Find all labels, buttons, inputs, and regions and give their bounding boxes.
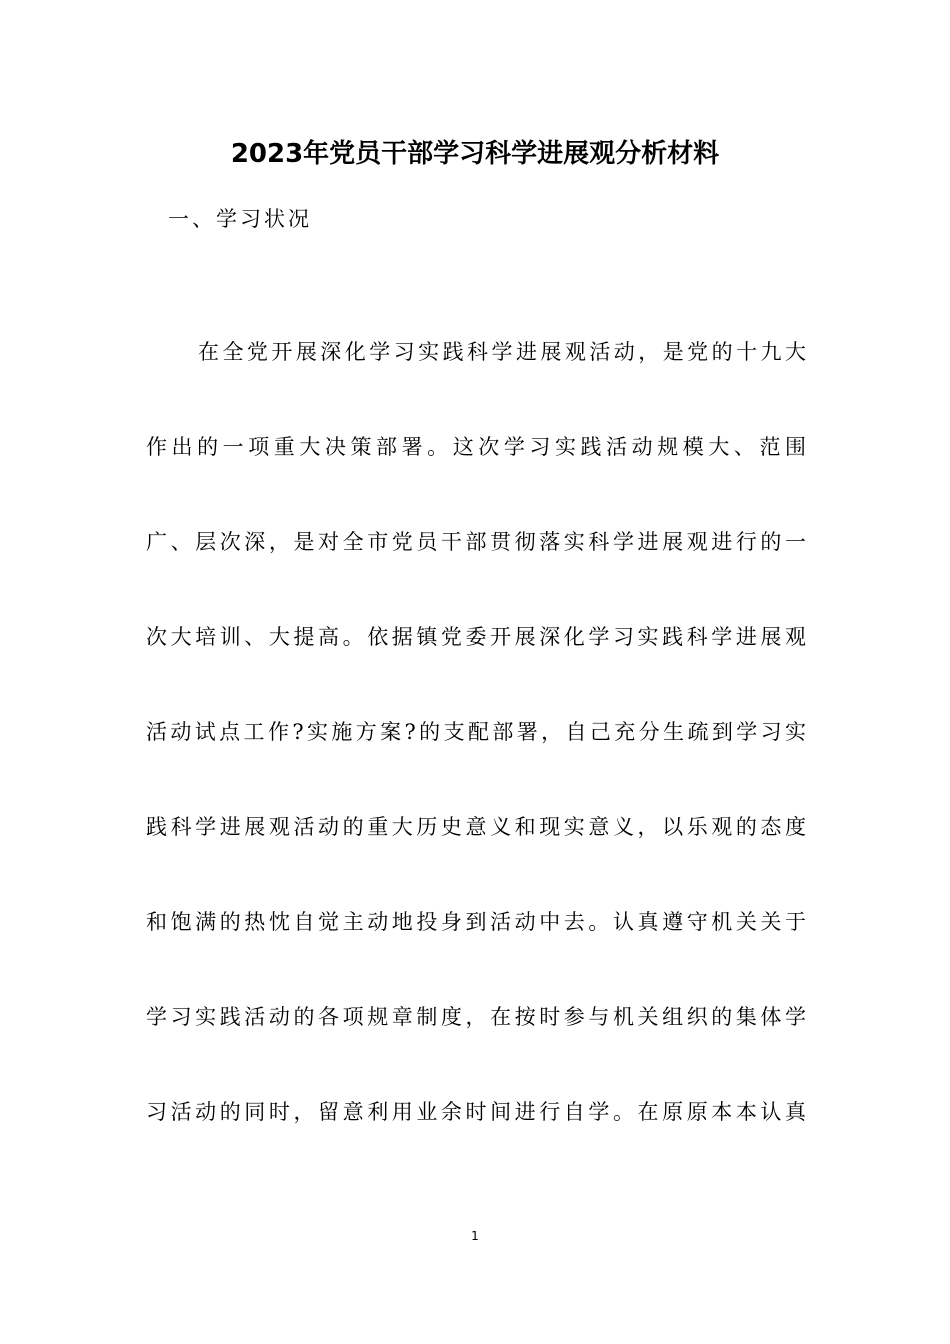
paragraph-line: 广、层次深，是对全市党员干部贯彻落实科学进展观进行的一 — [146, 530, 806, 554]
section-heading: 一、学习状况 — [168, 207, 312, 231]
paragraph-line: 学习实践活动的各项规章制度，在按时参与机关组织的集体学 — [146, 1005, 806, 1029]
paragraph-line: 作出的一项重大决策部署。这次学习实践活动规模大、范围 — [146, 435, 806, 459]
paragraph-line: 次大培训、大提高。依据镇党委开展深化学习实践科学进展观 — [146, 625, 806, 649]
paragraph-line: 在全党开展深化学习实践科学进展观活动，是党的十九大 — [198, 340, 806, 364]
paragraph-line: 践科学进展观活动的重大历史意义和现实意义，以乐观的态度 — [146, 815, 806, 839]
document-title: 2023年党员干部学习科学进展观分析材料 — [230, 139, 720, 169]
paragraph-line: 活动试点工作?实施方案?的支配部署，自己充分生疏到学习实 — [146, 720, 806, 744]
page-number: 1 — [471, 1229, 479, 1243]
paragraph-line: 和饱满的热忱自觉主动地投身到活动中去。认真遵守机关关于 — [146, 910, 806, 934]
paragraph-line: 习活动的同时，留意利用业余时间进行自学。在原原本本认真 — [146, 1100, 806, 1124]
